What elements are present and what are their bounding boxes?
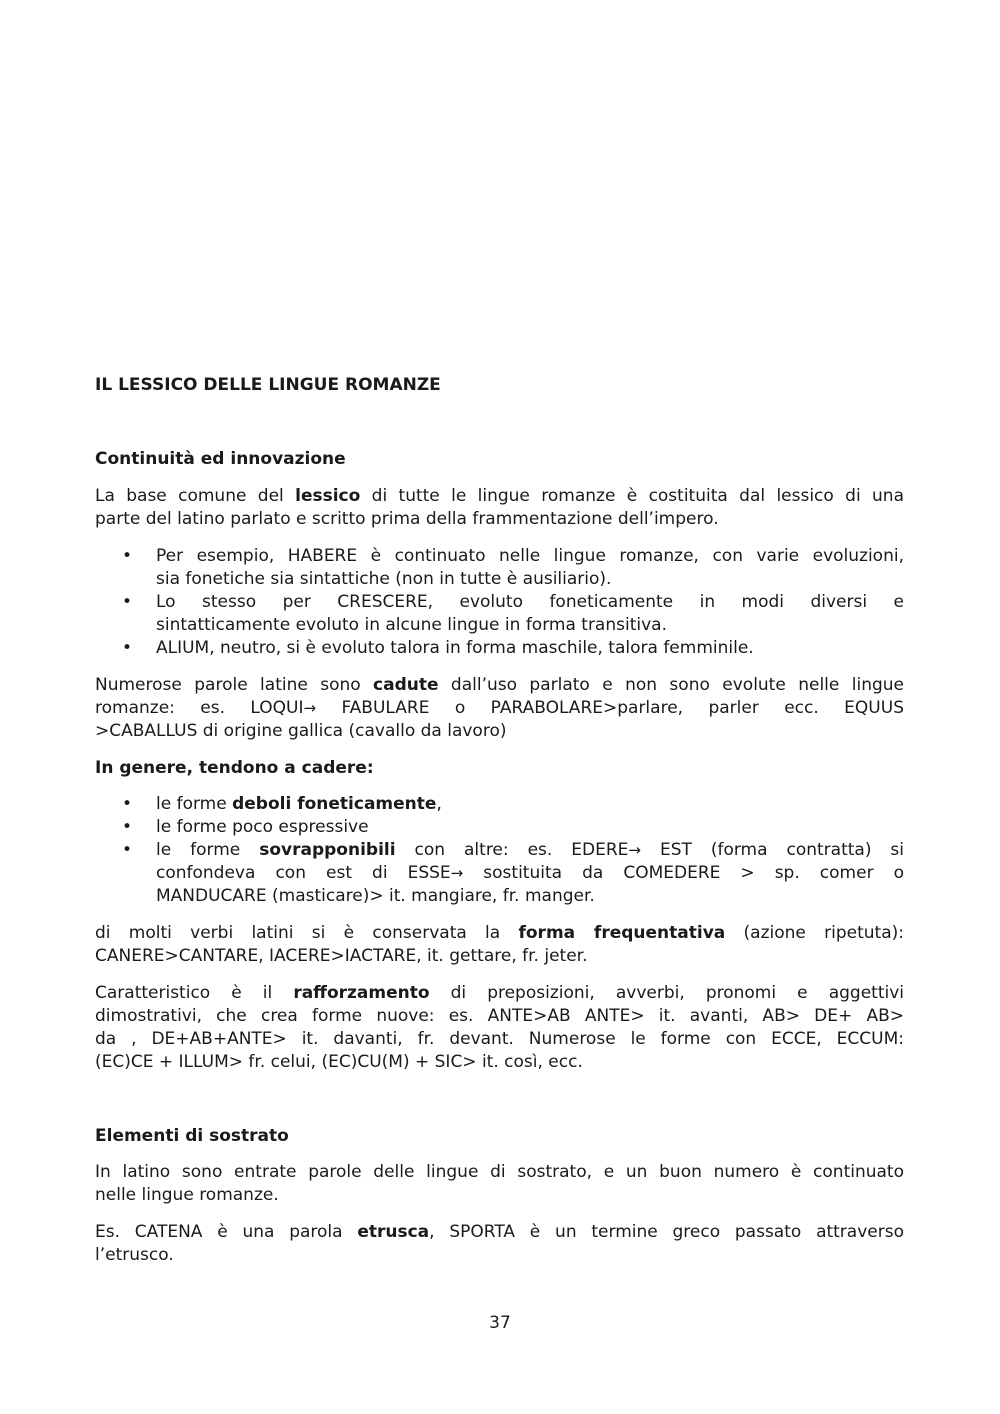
subheading-tendono-a-cadere: In genere, tendono a cadere: (95, 758, 374, 778)
bullet-icon: • (122, 638, 133, 658)
arrow-icon: → (303, 699, 317, 717)
paragraph-sostrato: In latino sono entrate parole delle lingue di sostrato, e un buon numero è continuato nelle lingue romanze. (95, 1162, 904, 1205)
bullet-icon: • (122, 840, 133, 860)
page-number: 37 (489, 1313, 511, 1333)
paragraph-rafforzamento: Caratteristico è il rafforzamento di preposizioni, avverbi, pronomi e aggettivi dimostrativi, che crea forme nuove: es. ANTE>AB ANTE> it. avanti, AB> DE+ AB> da , DE+AB+ANTE> it. davanti, fr. devant. Numerose le forme con ECCE, ECCUM: (EC)CE + ILLUM> fr. celui, (EC)CU(M) + SIC> it. così, ecc. (95, 983, 904, 1072)
bullet-icon: • (122, 546, 133, 566)
bullet-icon: • (122, 794, 133, 814)
bullet-icon: • (122, 817, 133, 837)
section-heading-continuita: Continuità ed innovazione (95, 449, 346, 469)
arrow-icon: → (628, 841, 641, 859)
bold-lessico: lessico (295, 486, 361, 506)
bold-etrusca: etrusca (357, 1222, 430, 1242)
list-item: • ALIUM, neutro, si è evoluto talora in forma maschile, talora femminile. (122, 638, 754, 658)
list-item: • le forme deboli foneticamente, (122, 794, 442, 814)
paragraph-parole-cadute: Numerose parole latine sono cadute dall’uso parlato e non sono evolute nelle lingue romanze: es. LOQUI→ FABULARE o PARABOLARE>parlare, parler ecc. EQUUS >CABALLUS di origine gallica (cavallo da lavoro) (95, 675, 904, 741)
bold-rafforzamento: rafforzamento (293, 983, 430, 1003)
bold-cadute: cadute (373, 675, 439, 695)
list-item: • le forme poco espressive (122, 817, 369, 837)
bullet-list-examples (95, 545, 904, 660)
arrow-icon: → (450, 864, 464, 882)
section-heading-sostrato: Elementi di sostrato (95, 1126, 289, 1146)
list-item: • le forme sovrapponibili con altre: es. EDERE→ EST (forma contratta) si confondeva con est di ESSE→ sostituita da COMEDERE > sp. comer o MANDUCARE (masticare)> it. mangiare, fr. manger. (122, 840, 905, 906)
paragraph-frequentativa: di molti verbi latini si è conservata la forma frequentativa (azione ripetuta): CANERE>CANTARE, IACERE>IACTARE, it. gettare, fr. jeter. (95, 923, 904, 966)
bullet-icon: • (122, 592, 133, 612)
list-item: • Per esempio, HABERE è continuato nelle lingue romanze, con varie evoluzioni, sia fonetiche sia sintattiche (non in tutte è ausiliario). (122, 546, 904, 589)
list-item: • Lo stesso per CRESCERE, evoluto foneticamente in modi diversi e sintatticamente evoluto in alcune lingue in forma transitiva. (122, 592, 904, 635)
paragraph-base-comune: La base comune del lessico di tutte le lingue romanze è costituita dal lessico di una parte del latino parlato e scritto prima della frammentazione dell’impero. (95, 486, 904, 529)
bullet-list-cadere (95, 793, 904, 908)
bold-forma-frequentativa: forma frequentativa (518, 923, 726, 943)
page-title: IL LESSICO DELLE LINGUE ROMANZE (95, 375, 441, 395)
paragraph-catena: Es. CATENA è una parola etrusca, SPORTA è un termine greco passato attraverso l’etrusco. (95, 1222, 904, 1265)
